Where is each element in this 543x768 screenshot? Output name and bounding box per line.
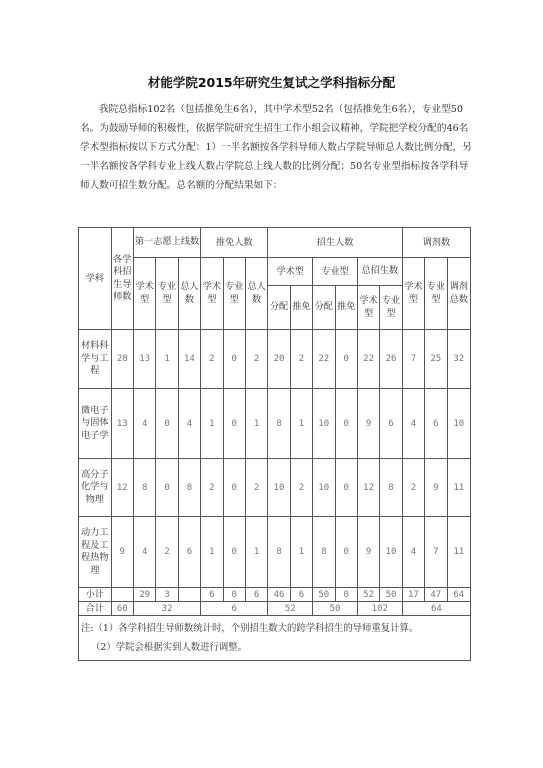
intro-text: 我院总指标102名（包括推免生6名），其中学术型52名（包括推免生6名），专业型50名。为鼓励导师的积极性，依据学院研究生招生工作小组会议精神，学院把学校分配的46名学术型指标按以下方式分配：1）一半名额按各学科导师人数占学院导师总人数比例分配，另一半名额按各学科专业上线人数占学院总上线人数的比例分配；50名专业型指标按各学科导师人数可招生数分配。总名额的分配结果如下：: [80, 104, 472, 191]
cell: 1: [201, 517, 223, 588]
header-fc-academic: 学术型: [133, 258, 155, 330]
cell: 8: [313, 517, 335, 588]
cell: 12: [357, 459, 379, 517]
cell: 12: [111, 459, 133, 517]
subtotal-label: 小计: [79, 588, 112, 602]
cell: [178, 588, 200, 602]
header-ex-professional: 专业型: [223, 258, 245, 330]
cell: 8: [268, 517, 290, 588]
cell: 0: [335, 588, 357, 602]
header-fc-professional: 专业型: [156, 258, 178, 330]
cell: 3: [156, 588, 178, 602]
cell: 8: [380, 459, 402, 517]
header-advisors: 各学科招生导师数: [111, 228, 133, 330]
header-en-professional: 专业型: [313, 258, 358, 286]
cell: 1: [290, 517, 312, 588]
subtotal-row: [79, 588, 471, 602]
header-pr-alloc: 分配: [313, 286, 335, 330]
cell: 52: [357, 588, 379, 602]
cell: 0: [335, 517, 357, 588]
header-tot-academic: 学术型: [357, 286, 379, 330]
cell: 6: [201, 602, 268, 616]
cell: 64: [447, 588, 470, 602]
cell: 25: [425, 330, 447, 389]
total-row: [79, 602, 471, 616]
table-row: [79, 517, 471, 588]
table-row: [79, 459, 471, 517]
cell: 50: [313, 602, 358, 616]
cell: 11: [447, 459, 470, 517]
cell: 20: [268, 330, 290, 389]
cell: 2: [290, 330, 312, 389]
cell: 0: [335, 389, 357, 459]
cell: 0: [156, 459, 178, 517]
cell: 28: [111, 330, 133, 389]
cell: 6: [290, 588, 312, 602]
cell: 32: [133, 602, 200, 616]
cell: 7: [402, 330, 424, 389]
cell: 9: [357, 389, 379, 459]
header-first-choice: 第一志愿上线数: [133, 228, 200, 258]
intro-paragraph: [80, 100, 472, 195]
table-row: [79, 330, 471, 389]
cell: 10: [313, 389, 335, 459]
header-fc-total: 总人数: [178, 258, 200, 330]
cell: 46: [268, 588, 290, 602]
cell: 7: [425, 517, 447, 588]
row-subject: 材料科学与工程: [79, 330, 112, 389]
cell: 60: [111, 602, 133, 616]
cell: 52: [268, 602, 313, 616]
header-tr-professional: 专业型: [425, 258, 447, 330]
allocation-table: [78, 227, 471, 661]
cell: 22: [313, 330, 335, 389]
cell: 29: [133, 588, 155, 602]
cell: 0: [223, 389, 245, 459]
header-exempt: 推免人数: [201, 228, 268, 258]
cell: 0: [156, 389, 178, 459]
cell: 17: [402, 588, 424, 602]
cell: 50: [313, 588, 335, 602]
cell: [111, 588, 133, 602]
header-tot-professional: 专业型: [380, 286, 402, 330]
cell: 4: [133, 389, 155, 459]
header-en-academic: 学术型: [268, 258, 313, 286]
cell: 9: [425, 459, 447, 517]
row-subject: 高分子化学与物理: [79, 459, 112, 517]
cell: 10: [268, 459, 290, 517]
cell: 22: [357, 330, 379, 389]
note-1: 注:（1）各学科招生导师数统计时，个别招生数大的跨学科招生的导师重复计算。: [81, 623, 419, 634]
header-transfer: 调剂数: [402, 228, 470, 258]
cell: 6: [245, 588, 267, 602]
header-subject: 学科: [79, 228, 112, 330]
cell: 47: [425, 588, 447, 602]
cell: 6: [201, 588, 223, 602]
cell: 8: [268, 389, 290, 459]
cell: 26: [380, 330, 402, 389]
row-subject: 动力工程及工程热物理: [79, 517, 112, 588]
cell: 0: [335, 459, 357, 517]
cell: 1: [201, 389, 223, 459]
header-ex-total: 总人数: [245, 258, 267, 330]
header-enroll: 招生人数: [268, 228, 402, 258]
cell: 0: [223, 517, 245, 588]
header-tr-academic: 学术型: [402, 258, 424, 330]
cell: 11: [447, 517, 470, 588]
cell: 64: [402, 602, 470, 616]
cell: 0: [223, 459, 245, 517]
cell: 50: [380, 588, 402, 602]
cell: 4: [178, 389, 200, 459]
cell: 8: [133, 459, 155, 517]
cell: 2: [201, 330, 223, 389]
header-en-total: 总招生数: [357, 258, 402, 286]
cell: 0: [223, 588, 245, 602]
cell: 1: [290, 389, 312, 459]
cell: 4: [133, 517, 155, 588]
cell: 6: [178, 517, 200, 588]
cell: 0: [223, 330, 245, 389]
cell: 10: [313, 459, 335, 517]
notes: [79, 616, 471, 661]
page-title: 材能学院2015年研究生复试之学科指标分配: [147, 75, 396, 90]
cell: 10: [380, 517, 402, 588]
total-label: 合计: [79, 602, 112, 616]
cell: 2: [245, 459, 267, 517]
cell: 2: [201, 459, 223, 517]
cell: 2: [402, 459, 424, 517]
cell: 9: [111, 517, 133, 588]
cell: 4: [402, 389, 424, 459]
header-ac-exempt: 推免: [290, 286, 312, 330]
cell: 2: [290, 459, 312, 517]
table-row: [79, 389, 471, 459]
cell: 2: [245, 330, 267, 389]
header-ex-academic: 学术型: [201, 258, 223, 330]
cell: 9: [357, 517, 379, 588]
cell: 10: [447, 389, 470, 459]
cell: 102: [357, 602, 402, 616]
cell: 8: [178, 459, 200, 517]
cell: 1: [245, 517, 267, 588]
cell: 1: [245, 389, 267, 459]
cell: 0: [335, 330, 357, 389]
cell: 2: [156, 517, 178, 588]
notes-row: [79, 616, 471, 661]
cell: 32: [447, 330, 470, 389]
cell: 4: [402, 517, 424, 588]
header-ac-alloc: 分配: [268, 286, 290, 330]
cell: 6: [425, 389, 447, 459]
cell: 13: [111, 389, 133, 459]
cell: 6: [380, 389, 402, 459]
header-tr-total: 调剂总数: [447, 258, 470, 330]
cell: 14: [178, 330, 200, 389]
row-subject: 微电子与固体电子学: [79, 389, 112, 459]
cell: 1: [156, 330, 178, 389]
note-2: （2）学院会根据实到人数进行调整。: [91, 642, 247, 653]
cell: 13: [133, 330, 155, 389]
header-pr-exempt: 推免: [335, 286, 357, 330]
